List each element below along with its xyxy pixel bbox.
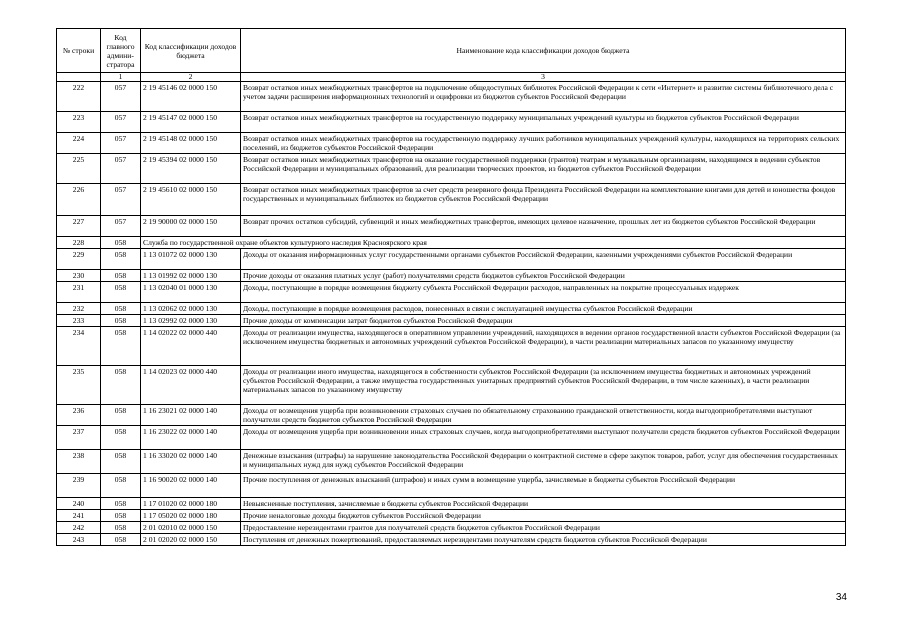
row-number: 239 xyxy=(57,474,101,498)
index-cell-0 xyxy=(57,73,101,82)
code-name: Возврат остатков иных межбюджетных трансфертов на оказание государственной поддержки (грантов) театрам и музыкальным организациям, находящимся в ведении субъектов Российской Федерации и муниципальных образований, для реализации творческих проектов, из бюджетов субъектов Российской Федерации xyxy=(241,154,846,184)
code-name: Доходы от возмещения ущерба при возникновении страховых случаев по обязательному страхованию гражданской ответственности, когда выгодоприобретателями выступают получатели средств бюджетов субъектов Российской Федерации xyxy=(241,405,846,426)
code-name: Возврат прочих остатков субсидий, субвенций и иных межбюджетных трансфертов, имеющих целевое назначение, прошлых лет из бюджетов субъектов Российской Федерации xyxy=(241,216,846,237)
table-row xyxy=(57,522,846,534)
table-row xyxy=(57,315,846,327)
code-name: Поступления от денежных пожертвований, предоставляемых нерезидентами получателям средств бюджетов субъектов Российской Федерации xyxy=(241,534,846,546)
table-row xyxy=(57,112,846,133)
code-name: Доходы от реализации имущества, находящегося в оперативном управлении учреждений, находящихся в ведении органов государственной власти субъектов Российской Федерации (за исключением имущества бюджетных и автономных учреждений субъектов Российской Федерации), в части реализации материальных запасов по указанному имуществу xyxy=(241,327,846,366)
code-name: Возврат остатков иных межбюджетных трансфертов на государственную поддержку муниципальных учреждений культуры из бюджетов субъектов Российской Федерации xyxy=(241,112,846,133)
index-cell-2: 2 xyxy=(141,73,241,82)
admin-code: 058 xyxy=(101,522,141,534)
row-number: 235 xyxy=(57,366,101,405)
code-name: Доходы от реализации иного имущества, находящегося в собственности субъектов Российской Федерации (за исключением имущества бюджетных и автономных учреждений субъектов Российской Федерации, а также имущества государственных унитарных предприятий субъектов Российской Федерации, в том числе казенных), в части реализации материальных запасов по указанному имуществу xyxy=(241,366,846,405)
code-name: Возврат остатков иных межбюджетных трансфертов на подключение общедоступных библиотек Российской Федерации к сети «Интернет» и развитие системы библиотечного дела с учетом задачи расширения информационных технологий и оцифровки из бюджетов субъектов Российской Федерации xyxy=(241,82,846,112)
code-name: Денежные взыскания (штрафы) за нарушение законодательства Российской Федерации о контрактной системе в сфере закупок товаров, работ, услуг для обеспечения государственных и муниципальных нужд для нужд субъектов Российской Федерации xyxy=(241,450,846,474)
header-class-code: Код классификации доходов бюджета xyxy=(141,29,241,73)
admin-code: 058 xyxy=(101,426,141,450)
table-row-department xyxy=(57,237,846,249)
row-number: 226 xyxy=(57,184,101,216)
classification-code: 1 13 02062 02 0000 130 xyxy=(141,303,241,315)
table-row xyxy=(57,216,846,237)
table-row xyxy=(57,450,846,474)
classification-code: 2 19 45146 02 0000 150 xyxy=(141,82,241,112)
table-row xyxy=(57,133,846,154)
table-row xyxy=(57,303,846,315)
classification-code: 2 19 45394 02 0000 150 xyxy=(141,154,241,184)
admin-code: 058 xyxy=(101,282,141,303)
classification-code: 1 13 01072 02 0000 130 xyxy=(141,249,241,270)
department-name: Служба по государственной охране объектов культурного наследия Красноярского края xyxy=(141,237,846,249)
code-name: Доходы от оказания информационных услуг государственными органами субъектов Российской Федерации, казенными учреждениями субъектов Российской Федерации xyxy=(241,249,846,270)
classification-code: 1 16 90020 02 0000 140 xyxy=(141,474,241,498)
table-row xyxy=(57,510,846,522)
table-row xyxy=(57,282,846,303)
classification-code: 2 19 90000 02 0000 150 xyxy=(141,216,241,237)
row-number: 228 xyxy=(57,237,101,249)
classification-code: 1 14 02023 02 0000 440 xyxy=(141,366,241,405)
admin-code: 057 xyxy=(101,216,141,237)
admin-code: 057 xyxy=(101,112,141,133)
classification-code: 1 17 05020 02 0000 180 xyxy=(141,510,241,522)
row-number: 223 xyxy=(57,112,101,133)
row-number: 225 xyxy=(57,154,101,184)
row-number: 243 xyxy=(57,534,101,546)
page-number: 34 xyxy=(835,592,847,603)
classification-code: 2 19 45610 02 0000 150 xyxy=(141,184,241,216)
code-name: Прочие неналоговые доходы бюджетов субъектов Российской Федерации xyxy=(241,510,846,522)
admin-code: 058 xyxy=(101,249,141,270)
table-row xyxy=(57,405,846,426)
admin-code: 058 xyxy=(101,366,141,405)
row-number: 241 xyxy=(57,510,101,522)
code-name: Доходы от возмещения ущерба при возникновении иных страховых случаев, когда выгодоприобретателями выступают получатели средств бюджетов субъектов Российской Федерации xyxy=(241,426,846,450)
admin-code: 058 xyxy=(101,450,141,474)
code-name: Невыясненные поступления, зачисляемые в бюджеты субъектов Российской Федерации xyxy=(241,498,846,510)
admin-code: 058 xyxy=(101,405,141,426)
admin-code: 057 xyxy=(101,154,141,184)
header-row-number: № строки xyxy=(57,29,101,73)
header-name: Наименование кода классификации доходов бюджета xyxy=(241,29,846,73)
row-number: 227 xyxy=(57,216,101,237)
table-row xyxy=(57,82,846,112)
admin-code: 058 xyxy=(101,474,141,498)
row-number: 236 xyxy=(57,405,101,426)
classification-code: 1 17 01020 02 0000 180 xyxy=(141,498,241,510)
code-name: Доходы, поступающие в порядке возмещения бюджету субъекта Российской Федерации расходов, направленных на покрытие процессуальных издержек xyxy=(241,282,846,303)
code-name: Возврат остатков иных межбюджетных трансфертов на государственную поддержку лучших работников муниципальных учреждений культуры, находящихся на территориях сельских поселений, из бюджетов субъектов Российской Федерации xyxy=(241,133,846,154)
admin-code: 058 xyxy=(101,315,141,327)
code-name: Предоставление нерезидентами грантов для получателей средств бюджетов субъектов Российской Федерации xyxy=(241,522,846,534)
admin-code: 058 xyxy=(101,510,141,522)
header-admin-code: Код главного админи- стратора xyxy=(101,29,141,73)
classification-code: 1 13 02040 01 0000 130 xyxy=(141,282,241,303)
table-row xyxy=(57,154,846,184)
classification-code: 1 16 23021 02 0000 140 xyxy=(141,405,241,426)
row-number: 222 xyxy=(57,82,101,112)
index-cell-1: 1 xyxy=(101,73,141,82)
classification-code: 1 13 01992 02 0000 130 xyxy=(141,270,241,282)
table-row xyxy=(57,270,846,282)
header-row xyxy=(57,29,846,73)
row-number: 238 xyxy=(57,450,101,474)
table-row xyxy=(57,327,846,366)
index-cell-3: 3 xyxy=(241,73,846,82)
code-name: Прочие доходы от компенсации затрат бюджетов субъектов Российской Федерации xyxy=(241,315,846,327)
admin-code: 058 xyxy=(101,534,141,546)
admin-code: 058 xyxy=(101,303,141,315)
admin-code: 058 xyxy=(101,237,141,249)
table-row xyxy=(57,474,846,498)
row-number: 234 xyxy=(57,327,101,366)
table-row xyxy=(57,426,846,450)
admin-code: 058 xyxy=(101,270,141,282)
classification-code: 1 16 23022 02 0000 140 xyxy=(141,426,241,450)
classification-code: 2 01 02010 02 0000 150 xyxy=(141,522,241,534)
row-number: 240 xyxy=(57,498,101,510)
admin-code: 058 xyxy=(101,327,141,366)
admin-code: 057 xyxy=(101,184,141,216)
row-number: 229 xyxy=(57,249,101,270)
row-number: 233 xyxy=(57,315,101,327)
row-number: 224 xyxy=(57,133,101,154)
table-row xyxy=(57,366,846,405)
table-row xyxy=(57,184,846,216)
admin-code: 057 xyxy=(101,82,141,112)
classification-code: 1 14 02022 02 0000 440 xyxy=(141,327,241,366)
code-name: Доходы, поступающие в порядке возмещения расходов, понесенных в связи с эксплуатацией имущества субъектов Российской Федерации xyxy=(241,303,846,315)
classification-code: 2 19 45147 02 0000 150 xyxy=(141,112,241,133)
classification-code: 1 16 33020 02 0000 140 xyxy=(141,450,241,474)
code-name: Прочие доходы от оказания платных услуг (работ) получателями средств бюджетов субъектов Российской Федерации xyxy=(241,270,846,282)
classification-code: 2 19 45148 02 0000 150 xyxy=(141,133,241,154)
row-number: 232 xyxy=(57,303,101,315)
classification-code: 2 01 02020 02 0000 150 xyxy=(141,534,241,546)
row-number: 237 xyxy=(57,426,101,450)
admin-code: 057 xyxy=(101,133,141,154)
row-number: 230 xyxy=(57,270,101,282)
table-row xyxy=(57,534,846,546)
revenue-code-table xyxy=(56,28,846,546)
admin-code: 058 xyxy=(101,498,141,510)
row-number: 231 xyxy=(57,282,101,303)
code-name: Возврат остатков иных межбюджетных трансфертов за счет средств резервного фонда Президента Российской Федерации на комплектование книгами для детей и юношества фондов государственных и муниципальных библиотек из бюджетов субъектов Российской Федерации xyxy=(241,184,846,216)
column-index-row xyxy=(57,73,846,82)
row-number: 242 xyxy=(57,522,101,534)
table-row xyxy=(57,498,846,510)
classification-code: 1 13 02992 02 0000 130 xyxy=(141,315,241,327)
table-row xyxy=(57,249,846,270)
code-name: Прочие поступления от денежных взысканий (штрафов) и иных сумм в возмещение ущерба, зачисляемые в бюджеты субъектов Российской Федерации xyxy=(241,474,846,498)
